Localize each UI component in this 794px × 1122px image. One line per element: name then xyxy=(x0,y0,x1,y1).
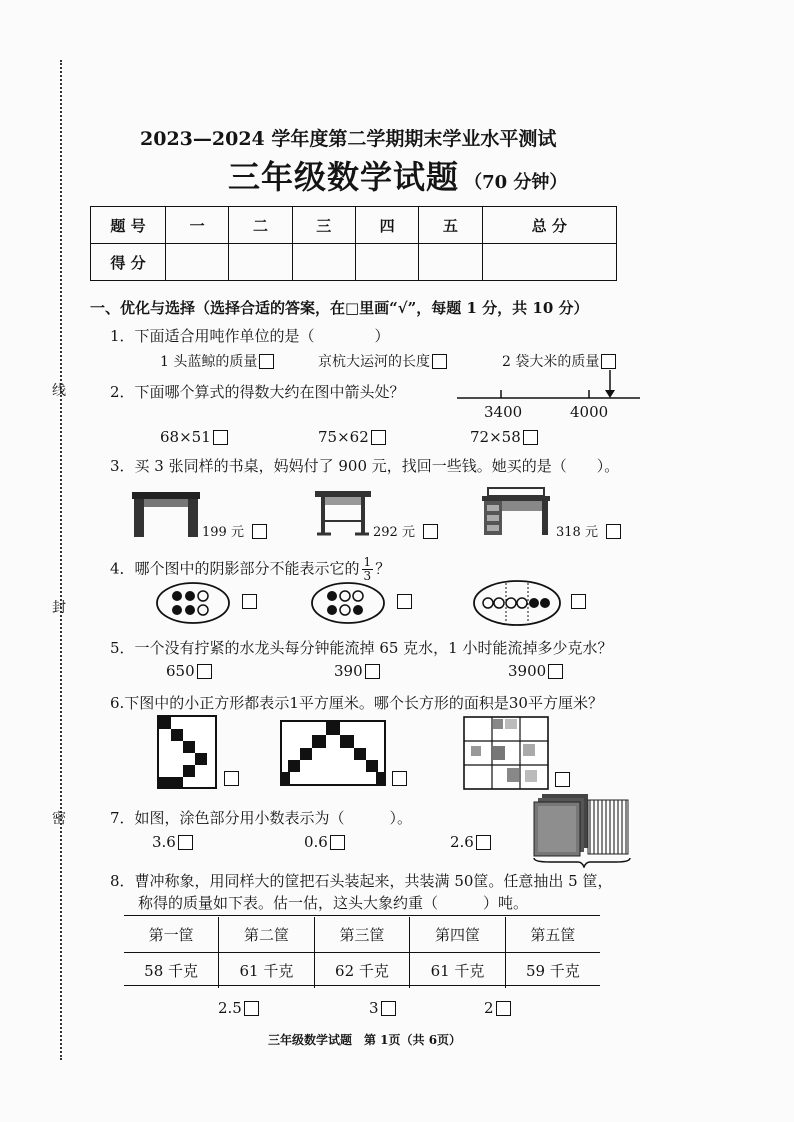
score-cell[interactable] xyxy=(419,244,482,281)
score-cell[interactable] xyxy=(229,244,292,281)
answer-checkbox[interactable] xyxy=(548,664,563,679)
q6-text: 6.下图中的小正方形都表示1平方厘米。哪个长方形的面积是30平方厘米？ xyxy=(110,694,603,712)
q5-text: 5．一个没有拧紧的水龙头每分钟能流掉 65 克水，1 小时能流掉多少克水？ xyxy=(110,639,613,657)
q5-option-c-label: 3900 xyxy=(508,662,547,680)
basket-weight-table xyxy=(124,917,600,988)
q7-option-c xyxy=(450,833,491,851)
q2-option-a xyxy=(160,428,228,446)
answer-checkbox[interactable] xyxy=(381,1001,396,1016)
basket-weight: 62 千克 xyxy=(314,953,410,989)
q1-option-a-label: 1 头蓝鲸的质量 xyxy=(160,354,258,370)
q4-figure-c xyxy=(472,579,562,627)
q4-fraction xyxy=(362,556,374,583)
q8-option-c-label: 2 xyxy=(484,999,494,1017)
page-footer: 三年级数学试题 第 1页（共 6页） xyxy=(268,1033,462,1047)
q8-option-c xyxy=(484,999,511,1017)
answer-checkbox[interactable] xyxy=(213,430,228,445)
answer-checkbox[interactable] xyxy=(432,354,447,369)
basket-header: 第四筐 xyxy=(410,917,506,953)
basket-weight: 61 千克 xyxy=(219,953,315,989)
q4-text-main: 4．哪个图中的阴影部分不能表示它的 xyxy=(110,559,360,578)
q7-option-b xyxy=(304,833,345,851)
answer-checkbox[interactable] xyxy=(252,524,267,539)
answer-checkbox[interactable] xyxy=(601,354,616,369)
answer-checkbox[interactable] xyxy=(476,835,491,850)
score-header: 题 号 xyxy=(91,207,166,244)
q3-price-a-label: 199 元 xyxy=(202,525,244,540)
q8-text-line1: 8．曹冲称象，用同样大的筐把石头装起来，共装满 50筐。任意抽出 5 筐， xyxy=(110,872,613,890)
q4-text-tail: ？ xyxy=(375,559,391,578)
q5-option-b-label: 390 xyxy=(334,662,363,680)
margin-char-xian: 线 xyxy=(52,383,66,399)
number-line-label-4000: 4000 xyxy=(570,403,609,421)
answer-checkbox[interactable] xyxy=(244,1001,259,1016)
desk-image-a xyxy=(130,488,202,540)
q1-text: 1．下面适合用吨作单位的是（ ） xyxy=(110,327,390,345)
desk-image-c xyxy=(480,486,552,540)
answer-checkbox[interactable] xyxy=(606,524,621,539)
q8-option-a-label: 2.5 xyxy=(218,999,242,1017)
basket-weight: 58 千克 xyxy=(124,953,219,989)
q1-option-c-label: 2 袋大米的质量 xyxy=(502,354,600,370)
q2-option-c xyxy=(470,428,538,446)
basket-weight: 61 千克 xyxy=(410,953,506,989)
q1-option-b xyxy=(318,351,447,371)
q5-option-b xyxy=(334,662,380,680)
answer-checkbox[interactable] xyxy=(259,354,274,369)
answer-checkbox[interactable] xyxy=(197,664,212,679)
exam-subtitle: 2023—2024 学年度第二学期期末学业水平测试 xyxy=(140,128,557,150)
q3-price-b xyxy=(373,521,438,540)
answer-checkbox[interactable] xyxy=(392,771,407,786)
score-header: 二 xyxy=(229,207,292,244)
desk-image-b xyxy=(313,488,373,538)
margin-char-mi: 密 xyxy=(52,811,66,827)
q2-option-b-label: 75×62 xyxy=(318,428,369,446)
q2-option-a-label: 68×51 xyxy=(160,428,211,446)
basket-header: 第三筐 xyxy=(314,917,410,953)
margin-char-feng: 封 xyxy=(52,600,66,616)
q6-figure-c xyxy=(463,716,549,790)
basket-header: 第五筐 xyxy=(505,917,600,953)
answer-checkbox[interactable] xyxy=(523,430,538,445)
basket-weight: 59 千克 xyxy=(525,962,580,980)
q6-figure-b xyxy=(280,720,386,786)
q5-option-c xyxy=(508,662,563,680)
q7-option-b-label: 0.6 xyxy=(304,833,328,851)
score-cell[interactable] xyxy=(355,244,418,281)
score-header: 总 分 xyxy=(482,207,616,244)
score-cell[interactable] xyxy=(292,244,355,281)
score-header: 一 xyxy=(166,207,229,244)
q7-option-a-label: 3.6 xyxy=(152,833,176,851)
q4-fraction-denominator: 3 xyxy=(363,569,372,583)
answer-checkbox[interactable] xyxy=(555,772,570,787)
q7-text: 7．如图，涂色部分用小数表示为（ ）。 xyxy=(110,809,413,827)
basket-header: 第二筐 xyxy=(219,917,315,953)
q2-option-b xyxy=(318,428,386,446)
q4-figure-a xyxy=(155,581,231,625)
answer-checkbox[interactable] xyxy=(423,524,438,539)
score-header: 五 xyxy=(419,207,482,244)
title-duration: （70 分钟） xyxy=(464,172,568,193)
score-header: 三 xyxy=(292,207,355,244)
number-line xyxy=(455,368,645,408)
answer-checkbox[interactable] xyxy=(397,594,412,609)
q2-text: 2．下面哪个算式的得数大约在图中箭头处？ xyxy=(110,383,405,401)
q8-text-line2: 称得的质量如下表。估一估，这头大象约重（ ）吨。 xyxy=(138,894,529,912)
q1-option-b-label: 京杭大运河的长度 xyxy=(318,354,430,370)
q7-decimal-blocks-figure xyxy=(530,792,634,868)
score-cell[interactable] xyxy=(482,244,616,281)
q8-table-bottom-rule xyxy=(124,985,600,986)
q8-option-b xyxy=(369,999,396,1017)
q8-table-top-rule xyxy=(124,915,600,916)
q3-text: 3．买 3 张同样的书桌，妈妈付了 900 元，找回一些钱。她买的是（ ）。 xyxy=(110,457,620,475)
answer-checkbox[interactable] xyxy=(330,835,345,850)
answer-checkbox[interactable] xyxy=(365,664,380,679)
answer-checkbox[interactable] xyxy=(224,771,239,786)
exam-title xyxy=(228,152,567,198)
q7-option-c-label: 2.6 xyxy=(450,833,474,851)
q4-text xyxy=(110,556,390,583)
number-line-label-3400: 3400 xyxy=(484,403,523,421)
q5-option-a xyxy=(166,662,212,680)
q8-option-a xyxy=(218,999,259,1017)
q3-price-b-label: 292 元 xyxy=(373,525,415,540)
q5-option-a-label: 650 xyxy=(166,662,195,680)
q3-price-c-label: 318 元 xyxy=(556,525,598,540)
score-cell[interactable] xyxy=(166,244,229,281)
score-table xyxy=(90,206,617,281)
answer-checkbox[interactable] xyxy=(371,430,386,445)
q3-price-a xyxy=(202,521,267,540)
answer-checkbox[interactable] xyxy=(242,594,257,609)
q4-figure-b xyxy=(310,581,386,625)
section-heading: 一、优化与选择（选择合适的答案，在□里画“√”，每题 1 分，共 10 分） xyxy=(90,299,589,317)
q1-option-a xyxy=(160,351,274,371)
q8-option-b-label: 3 xyxy=(369,999,379,1017)
q7-option-a xyxy=(152,833,193,851)
q4-fraction-numerator: 1 xyxy=(363,555,372,569)
binding-margin-line xyxy=(60,60,62,1060)
title-text: 三年级数学试题 xyxy=(228,158,460,196)
basket-header: 第一筐 xyxy=(124,917,219,953)
answer-checkbox[interactable] xyxy=(178,835,193,850)
score-header: 四 xyxy=(355,207,418,244)
q3-price-c xyxy=(556,521,621,540)
score-row-label: 得 分 xyxy=(91,244,166,281)
answer-checkbox[interactable] xyxy=(571,594,586,609)
answer-checkbox[interactable] xyxy=(496,1001,511,1016)
q6-figure-a xyxy=(157,715,217,789)
q2-option-c-label: 72×58 xyxy=(470,428,521,446)
